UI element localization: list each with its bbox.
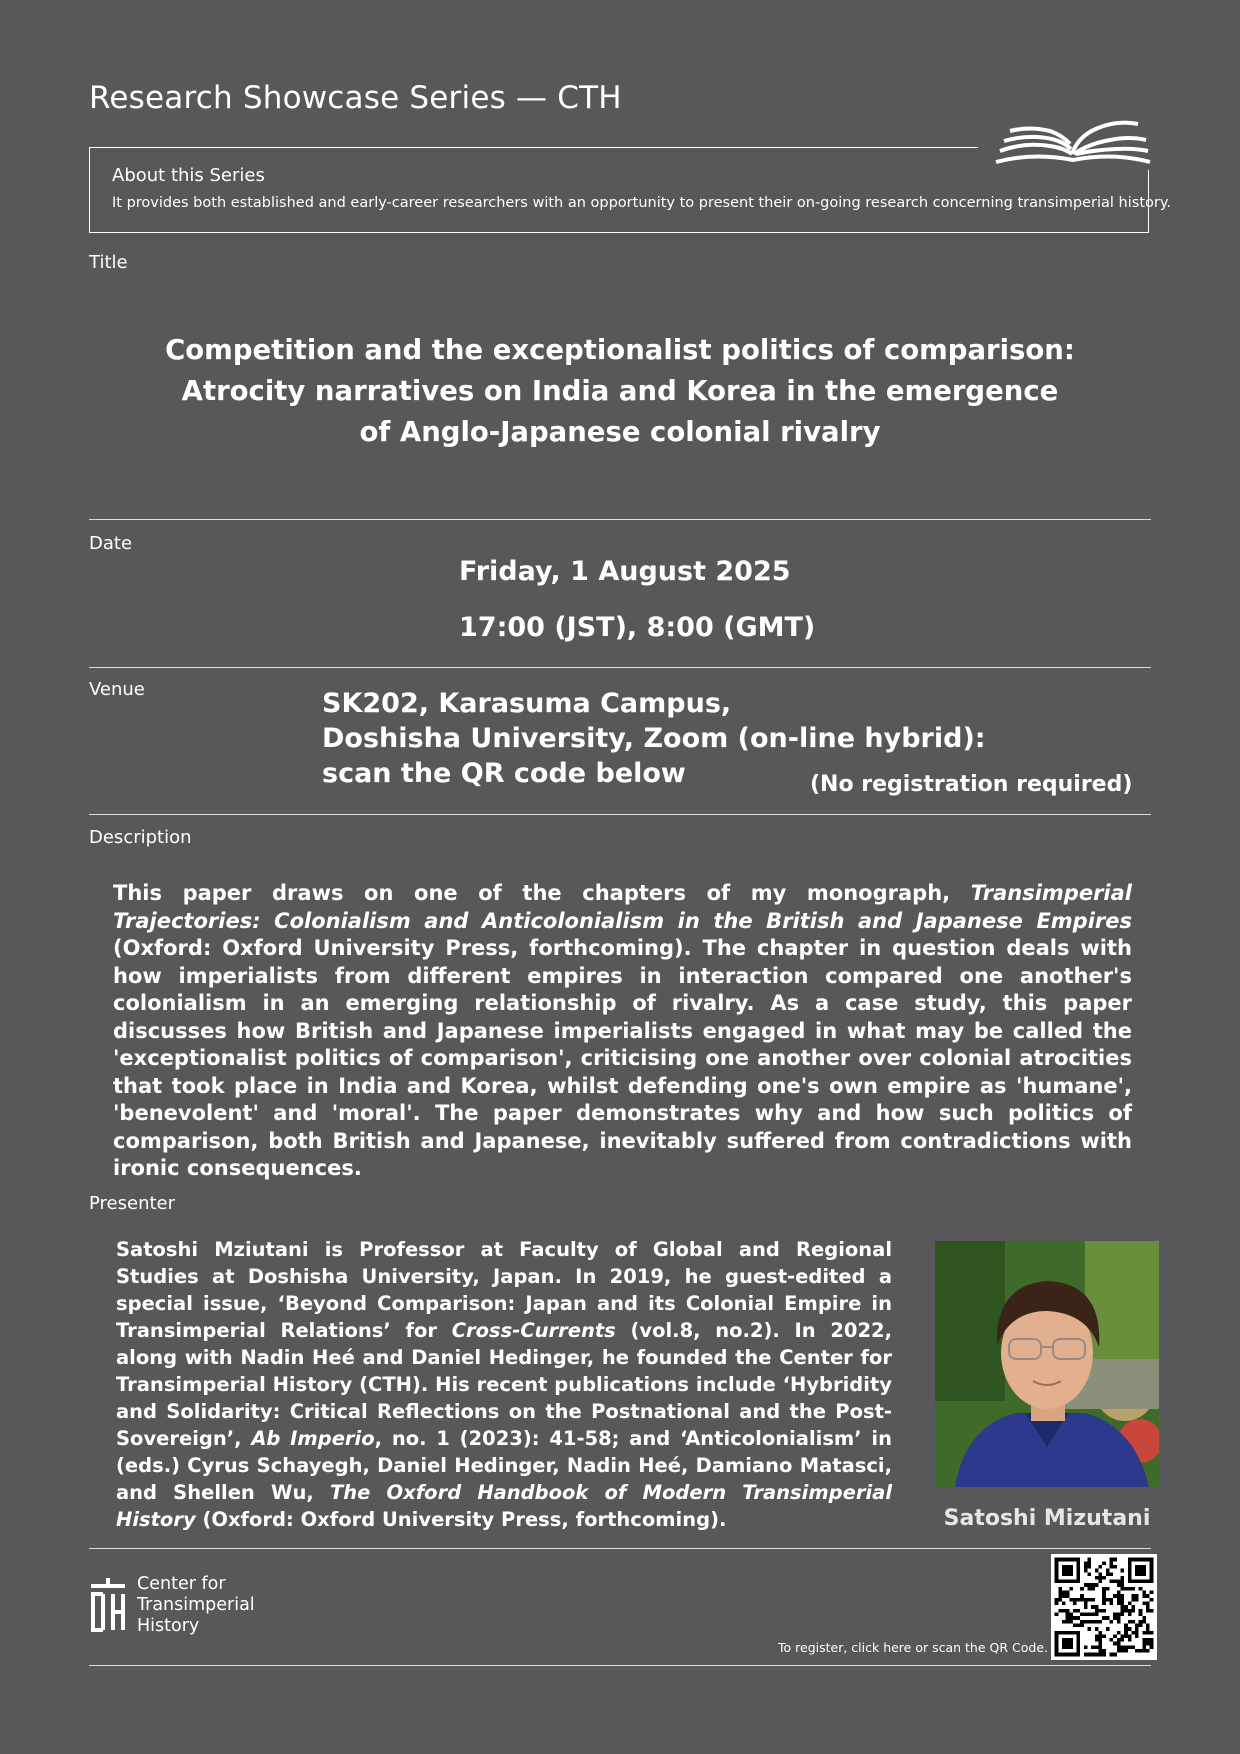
about-text: It provides both established and early-career researchers with an opportunity to present their on-going research concerning transimperial history. (112, 195, 1171, 211)
talk-title-line: Atrocity narratives on India and Korea in the emergence (181, 375, 1059, 407)
venue-label: Venue (89, 679, 145, 700)
divider (89, 1548, 1151, 1549)
divider (89, 519, 1151, 520)
talk-title-line: of Anglo-Japanese colonial rivalry (359, 416, 881, 448)
about-label: About this Series (112, 165, 265, 186)
date-label: Date (89, 533, 133, 554)
title-label: Title (89, 252, 128, 273)
description-label: Description (89, 827, 192, 848)
event-date: Friday, 1 August 2025 (459, 556, 791, 587)
presenter-bio: Satoshi Mziutani is Professor at Faculty of Global and Regional Studies at Doshisha University, Japan. In 2019, he guest-edited a special issue, ‘Beyond Comparison: Japan and its Colonial Empire in Transimperial Relations’ for Cross-Currents (vol.8, no.2). In 2022, along with Nadin Heé and Daniel Hedinger, he founded the Center for Transimperial History (CTH). His recent publications include ‘Hybridity and Solidarity: Critical Reflections on the Postnational and the Post-Sovereign’, Ab Imperio, no. 1 (2023): 41-58; and ‘Anticolonialism’ in (eds.) Cyrus Schayegh, Daniel Hedinger, Nadin Heé, Damiano Matasci, and Shellen Wu, The Oxford Handbook of Modern Transimperial History (Oxford: Oxford University Press, forthcoming). (116, 1238, 893, 1531)
venue-line: SK202, Karasuma Campus, (322, 688, 732, 719)
qr-code[interactable] (1051, 1554, 1157, 1660)
series-title: Research Showcase Series — CTH (89, 80, 622, 116)
register-link[interactable]: To register, click here or scan the QR Code. (778, 1640, 1048, 1655)
venue-line: Doshisha University, Zoom (on-line hybrid): (322, 723, 986, 754)
presenter-label: Presenter (89, 1193, 176, 1214)
presenter-photo (935, 1241, 1159, 1487)
event-time: 17:00 (JST), 8:00 (GMT) (459, 612, 816, 643)
talk-title (150, 330, 1090, 453)
open-book-icon (994, 118, 1152, 174)
monograph-title: Transimperial Trajectories: Colonialism and Anticolonialism in the British and Japanese Empires (113, 881, 1132, 933)
description-text: This paper draws on one of the chapters of my monograph, Transimperial Trajectories: Colonialism and Anticolonialism in the British and Japanese Empires (Oxford: Oxford University Press, forthcoming). The chapter in question deals with how imperialists from different empires in interaction compared one another's colonialism in an emerging relationship of rivalry. As a case study, this paper discusses how British and Japanese imperialists engaged in what may be called the 'exceptionalist politics of comparison', criticising one another over colonial atrocities that took place in India and Korea, whilst defending one's own empire as 'humane', 'benevolent' and 'moral'. The paper demonstrates why and how such politics of comparison, both British and Japanese, inevitably suffered from contradictions with ironic consequences. (113, 881, 1132, 1180)
venue-line: scan the QR code below (322, 758, 686, 789)
divider (89, 814, 1151, 815)
org-name: Center for Transimperial History (137, 1574, 255, 1636)
photo-caption: Satoshi Mizutani (943, 1506, 1151, 1531)
divider (89, 1665, 1151, 1666)
talk-title-line: Competition and the exceptionalist politics of comparison: (165, 334, 1075, 366)
registration-note: (No registration required) (810, 772, 1133, 797)
cth-logo-icon (89, 1576, 127, 1632)
divider (89, 667, 1151, 668)
